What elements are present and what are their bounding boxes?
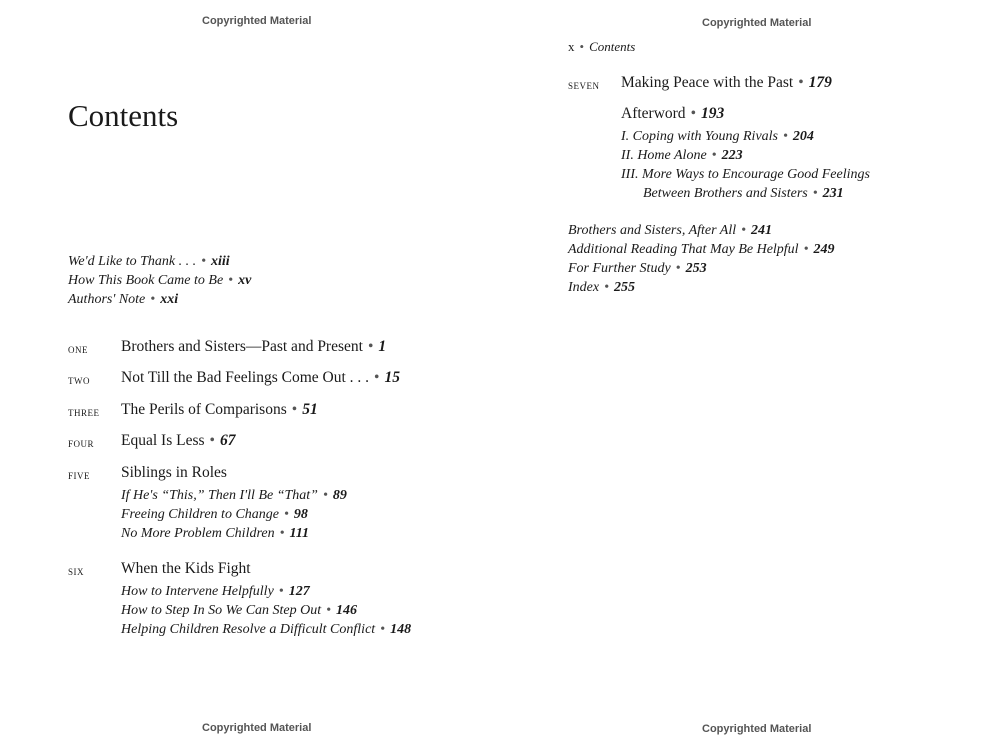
running-head-label: Contents [589,39,636,54]
chapter-number: three [68,404,100,419]
chapter-page: 51 [302,401,318,418]
chapter-number: one [68,341,88,356]
entry-page: 241 [751,223,773,238]
back-entry: Brothers and Sisters, After All • 241 [568,223,773,238]
chapter-number: five [68,467,90,482]
afterword-page: 193 [701,105,725,122]
section-title: II. Home Alone [621,148,707,163]
entry-page: 253 [685,261,707,276]
section-title: III. More Ways to Encourage Good Feelings [621,167,870,182]
chapter-number: two [68,372,90,387]
section-entry: Helping Children Resolve a Difficult Conflict • 148 [121,622,412,637]
chapter-title: The Perils of Comparisons [121,401,287,418]
section-title: How to Intervene Helpfully [121,584,274,599]
chapter-entry [121,560,251,578]
chapter-number: six [68,563,85,578]
section-entry: I. Coping with Young Rivals • 204 [621,129,814,144]
chapter-number: four [68,435,95,450]
section-page: 204 [792,129,814,144]
section-page: 146 [336,603,358,618]
front-entry: We'd Like to Thank . . . • xiii [68,254,230,269]
entry-page: xiii [210,254,230,269]
left-header-copyright: Copyrighted Material [202,15,312,27]
entry-title: For Further Study [568,261,671,276]
entry-page: xv [238,273,252,288]
back-entry: Additional Reading That May Be Helpful • 249 [568,242,835,257]
section-page: 98 [293,507,308,522]
chapter-title: Making Peace with the Past [621,74,794,91]
section-page: 223 [721,148,743,163]
chapter-entry: Making Peace with the Past • 179 [621,74,832,91]
section-page: 148 [390,622,412,637]
section-title: How to Step In So We Can Step Out [121,603,322,618]
right-header-copyright: Copyrighted Material [702,17,812,29]
chapter-entry: Brothers and Sisters—Past and Present • 1 [121,338,387,355]
running-head: x • Contents [568,39,636,54]
back-entry: For Further Study • 253 [568,261,707,276]
chapter-entry: Not Till the Bad Feelings Come Out . . . • 15 [121,369,400,386]
section-page: 127 [288,584,310,599]
chapter-page: 67 [219,432,236,449]
section-title: No More Problem Children [121,526,275,541]
section-entry: No More Problem Children • 111 [121,526,309,541]
section-entry: How to Step In So We Can Step Out • 146 [121,603,358,618]
chapter-title: Not Till the Bad Feelings Come Out . . . [121,369,370,386]
left-footer-copyright: Copyrighted Material [202,722,312,734]
section-title: Helping Children Resolve a Difficult Conflict [121,622,376,637]
afterword-title: Afterword [621,105,686,122]
chapter-number: seven [568,77,600,92]
section-title: Between Brothers and Sisters [643,186,808,201]
entry-title: Index [568,280,600,295]
section-entry [621,167,870,183]
entry-page: 249 [813,242,835,257]
page-title: Contents [68,98,179,133]
section-page: 231 [822,186,844,201]
chapter-title: Siblings in Roles [121,464,227,481]
section-title: If He's “This,” Then I'll Be “That” [121,488,318,503]
chapter-page: 15 [384,369,400,386]
section-entry: How to Intervene Helpfully • 127 [121,584,310,599]
folio: x [568,39,575,54]
chapter-entry: Equal Is Less • 67 [121,432,236,449]
chapter-page: 1 [378,338,387,355]
chapter-page: 179 [808,74,832,91]
entry-title: Brothers and Sisters, After All [568,223,737,238]
section-entry: If He's “This,” Then I'll Be “That” • 89 [121,488,347,503]
chapter-title: Brothers and Sisters—Past and Present [121,338,363,355]
entry-title: How This Book Came to Be [68,273,224,288]
right-footer-copyright: Copyrighted Material [702,723,812,735]
entry-title: Authors' Note [68,292,146,307]
section-title: Freeing Children to Change [121,507,279,522]
back-entry: Index • 255 [568,280,635,295]
section-page: 89 [332,488,347,503]
entry-page: xxi [160,292,179,307]
afterword-entry: Afterword • 193 [621,105,725,122]
section-entry: II. Home Alone • 223 [621,148,743,163]
section-entry: Between Brothers and Sisters • 231 [643,186,844,201]
chapter-entry: The Perils of Comparisons • 51 [121,401,318,418]
chapter-entry [121,464,227,482]
entry-page: 255 [614,280,635,295]
entry-title: Additional Reading That May Be Helpful [568,242,799,257]
section-entry: Freeing Children to Change • 98 [121,507,308,522]
section-title: I. Coping with Young Rivals [621,129,779,144]
entry-title: We'd Like to Thank . . . [68,254,197,269]
chapter-title: When the Kids Fight [121,560,251,577]
front-entry: Authors' Note • xxi [68,292,179,307]
front-entry: How This Book Came to Be • xv [68,273,252,288]
section-page: 111 [289,526,309,541]
chapter-title: Equal Is Less [121,432,205,449]
